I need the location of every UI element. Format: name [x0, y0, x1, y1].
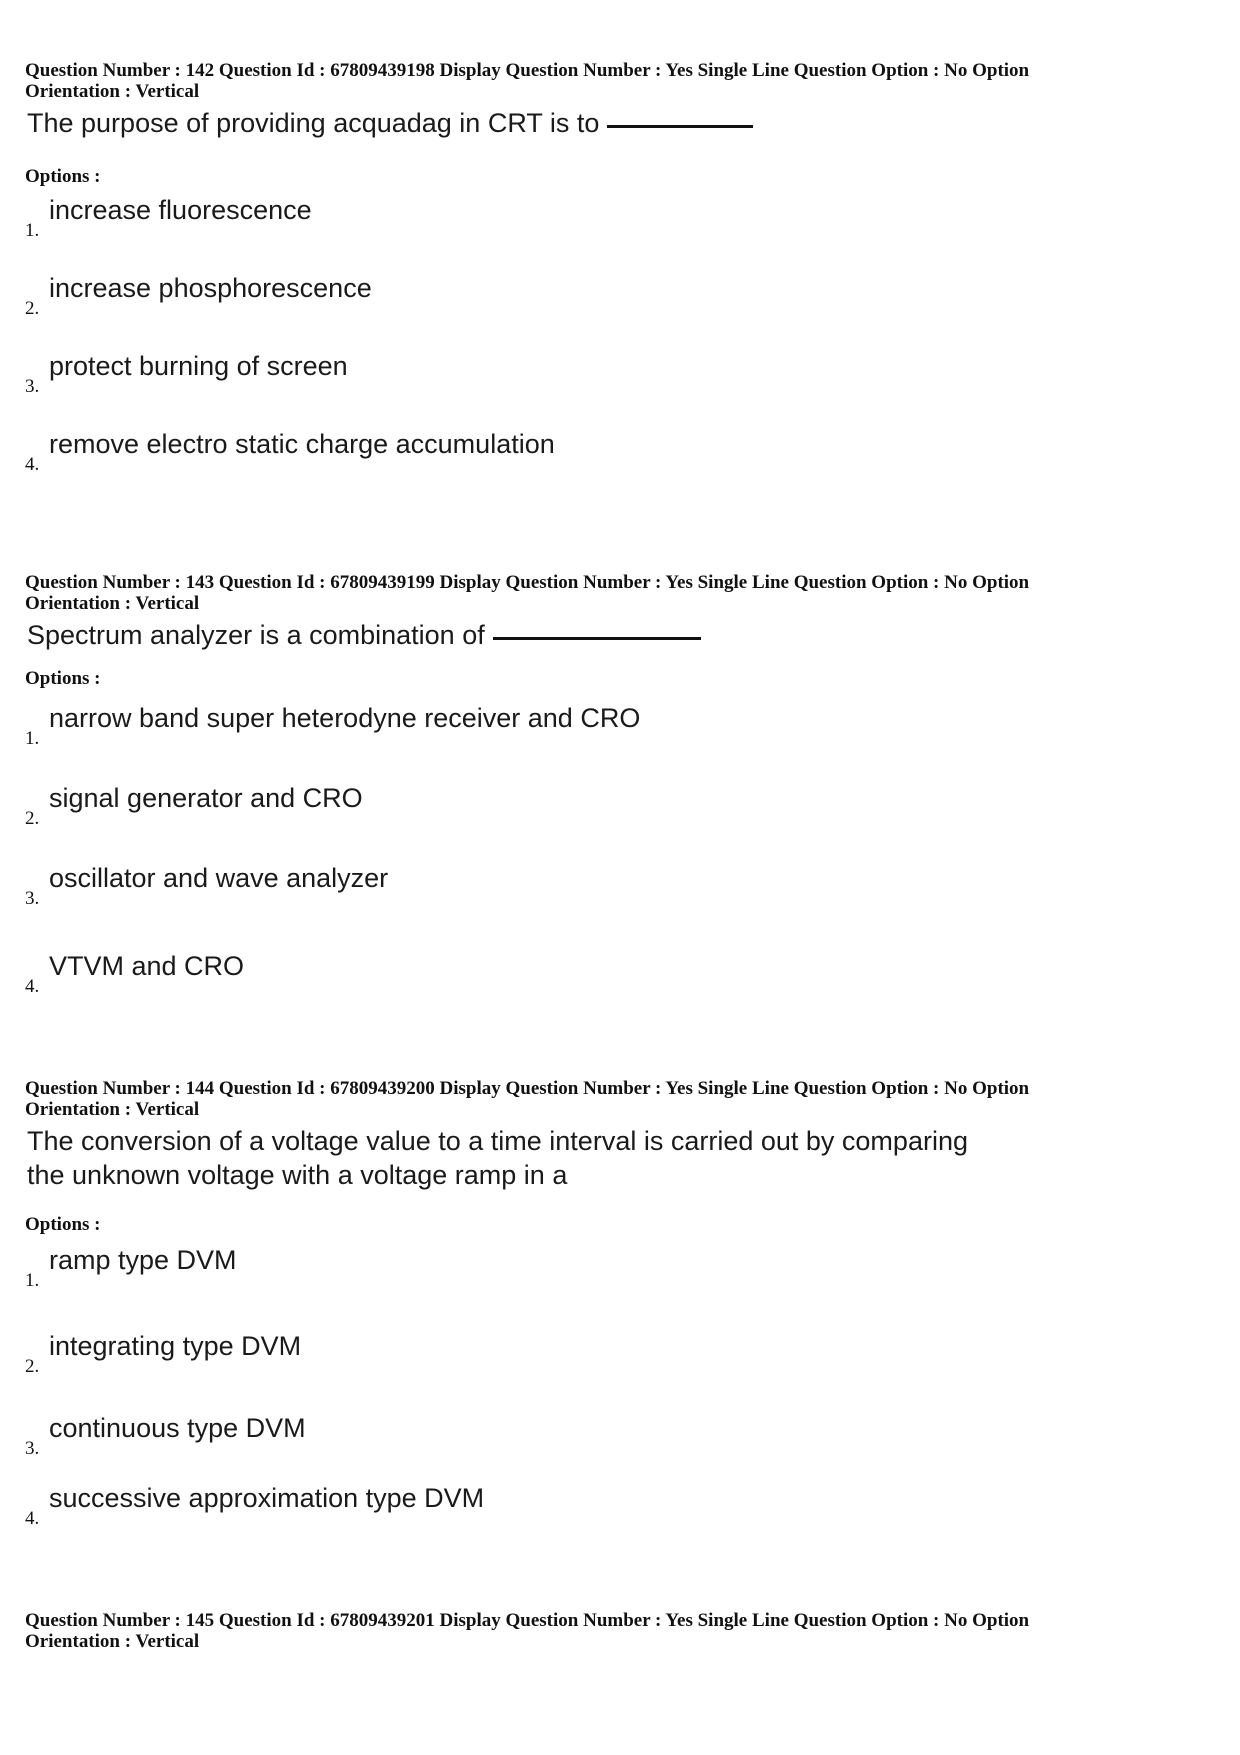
option-text: protect burning of screen: [49, 351, 348, 381]
question-142: [25, 60, 1215, 475]
question-text-content: The purpose of providing acquadag in CRT is to: [27, 108, 600, 138]
question-text: The conversion of a voltage value to a time interval is carried out by comparing the unknown voltage with a voltage ramp in a: [27, 1126, 968, 1190]
option-2[interactable]: [25, 236, 1215, 319]
question-text: [27, 106, 1215, 140]
option-number: 3.: [25, 1438, 40, 1459]
option-4[interactable]: [25, 392, 1215, 475]
option-text: signal generator and CRO: [49, 783, 363, 813]
option-text: successive approximation type DVM: [49, 1483, 485, 1513]
option-text: narrow band super heterodyne receiver and CRO: [49, 703, 641, 733]
option-1[interactable]: [25, 690, 1215, 749]
options-label: Options :: [25, 1214, 101, 1235]
option-text: remove electro static charge accumulation: [49, 429, 555, 459]
question-meta-line2: Orientation : Vertical: [25, 1631, 200, 1652]
question-meta: [25, 1078, 1175, 1120]
option-3[interactable]: [25, 314, 1215, 397]
question-meta-line1: Question Number : 144 Question Id : 67809439200 Display Question Number : Yes Single Line Question Option : No Option: [25, 1078, 1030, 1099]
question-meta-line2: Orientation : Vertical: [25, 1099, 200, 1120]
question-meta: [25, 572, 1175, 614]
option-number: 3.: [25, 376, 40, 397]
option-number: 3.: [25, 888, 40, 909]
question-meta-line1: Question Number : 145 Question Id : 67809439201 Display Question Number : Yes Single Line Question Option : No Option: [25, 1610, 1030, 1631]
option-4[interactable]: [25, 904, 1215, 997]
option-text: ramp type DVM: [49, 1245, 237, 1275]
option-number: 2.: [25, 808, 40, 829]
option-number: 2.: [25, 298, 40, 319]
answer-blank: [607, 124, 753, 128]
question-144: [25, 1078, 1215, 1529]
option-number: 1.: [25, 220, 40, 241]
answer-blank: [493, 636, 701, 640]
option-2[interactable]: [25, 1286, 1215, 1377]
option-4[interactable]: [25, 1454, 1215, 1529]
question-meta: [25, 60, 1175, 102]
options-label: Options :: [25, 166, 101, 187]
question-meta-line2: Orientation : Vertical: [25, 593, 200, 614]
option-number: 1.: [25, 728, 40, 749]
option-text: continuous type DVM: [49, 1413, 306, 1443]
option-text: VTVM and CRO: [49, 951, 245, 981]
question-meta-line1: Question Number : 142 Question Id : 67809439198 Display Question Number : Yes Single Line Question Option : No Option: [25, 60, 1030, 81]
option-1[interactable]: [25, 1236, 1215, 1291]
question-text: [27, 618, 1215, 652]
options-label: Options :: [25, 668, 101, 689]
option-3[interactable]: [25, 1372, 1215, 1459]
option-3[interactable]: [25, 824, 1215, 909]
question-meta-line1: Question Number : 143 Question Id : 67809439199 Display Question Number : Yes Single Line Question Option : No Option: [25, 572, 1030, 593]
option-2[interactable]: [25, 744, 1215, 829]
option-1[interactable]: [25, 188, 1215, 241]
question-text-content: Spectrum analyzer is a combination of: [27, 620, 485, 650]
question-meta: [25, 1610, 1175, 1652]
option-number: 4.: [25, 454, 40, 475]
option-text: increase fluorescence: [49, 195, 312, 225]
question-meta-line2: Orientation : Vertical: [25, 81, 200, 102]
option-number: 2.: [25, 1356, 40, 1377]
option-text: increase phosphorescence: [49, 273, 372, 303]
option-text: oscillator and wave analyzer: [49, 863, 389, 893]
question-143: [25, 572, 1215, 997]
option-number: 4.: [25, 976, 40, 997]
option-number: 1.: [25, 1270, 40, 1291]
option-number: 4.: [25, 1508, 40, 1529]
question-145: [25, 1610, 1215, 1652]
option-text: integrating type DVM: [49, 1331, 302, 1361]
